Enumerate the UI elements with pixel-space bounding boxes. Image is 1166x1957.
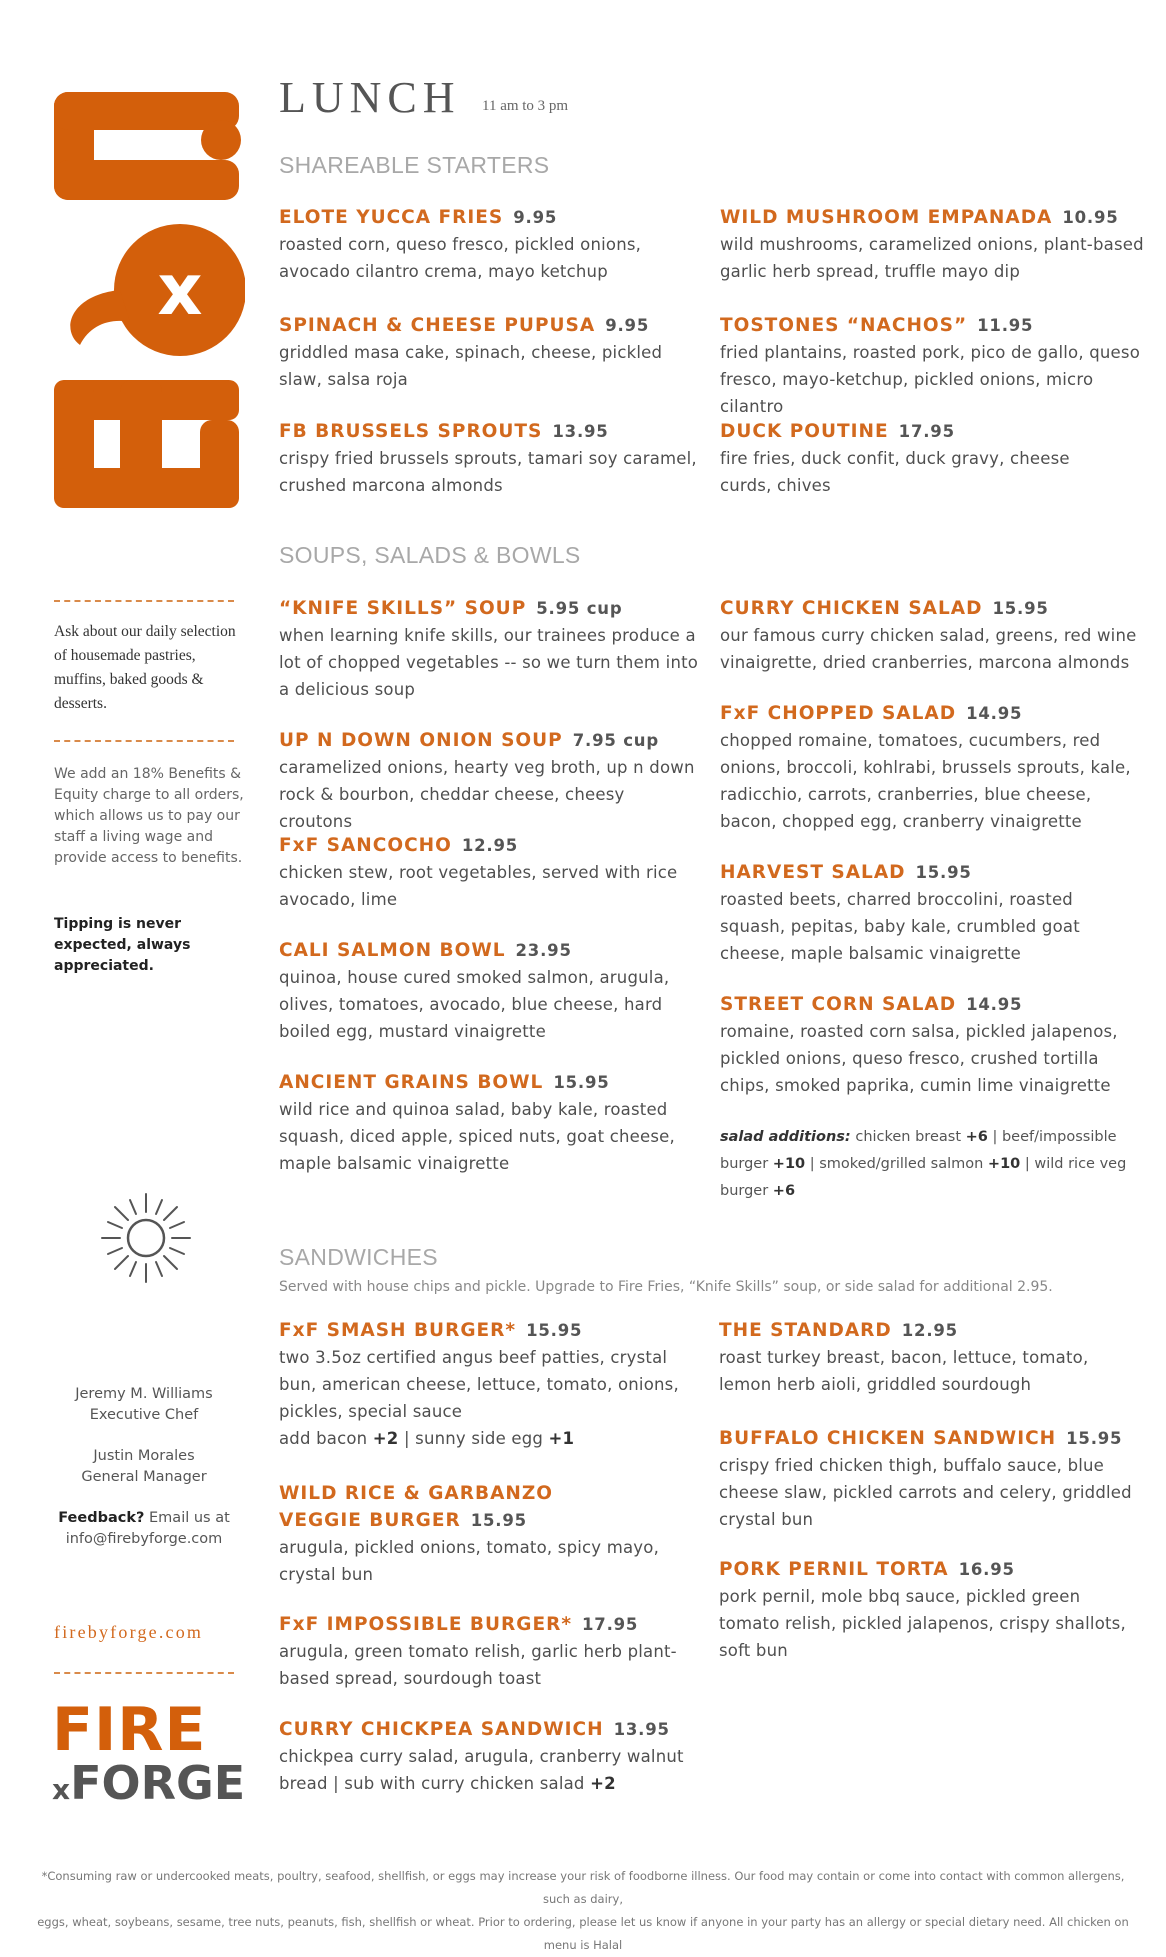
- item-price: 5.95 cup: [536, 599, 623, 618]
- divider: [54, 1672, 234, 1674]
- item-description: pork pernil, mole bbq sauce, pickled green tomato relish, pickled jalapenos, crispy shallots, soft bun: [719, 1587, 1126, 1660]
- sandwiches-note: Served with house chips and pickle. Upgrade to Fire Fries, “Knife Skills” soup, or side salad for additional 2.95.: [279, 1279, 1053, 1295]
- serving-hours: 11 am to 3 pm: [482, 98, 569, 114]
- item-description: roasted corn, queso fresco, pickled onions, avocado cilantro crema, mayo ketchup: [279, 235, 642, 281]
- menu-item: [719, 1317, 1139, 1398]
- item-price: 10.95: [1062, 208, 1119, 227]
- item-price: 15.95: [470, 1511, 527, 1530]
- addon-price: +2: [372, 1429, 399, 1448]
- chef-title: Executive Chef: [89, 1407, 199, 1423]
- benefits-note: We add an 18% Benefits & Equity charge to all orders, which allows us to pay our staff a living wage and provide access to benefits.: [54, 766, 244, 866]
- menu-item: [719, 1556, 1139, 1664]
- item-price: 17.95: [582, 1615, 639, 1634]
- fxf-logo-mark: [50, 90, 245, 510]
- addition-option: | beef/impossible burger: [720, 1129, 1117, 1172]
- item-name: PORK PERNIL TORTA: [719, 1559, 949, 1580]
- menu-item: [279, 1611, 699, 1692]
- addition-option: chicken breast: [855, 1129, 961, 1145]
- item-name: FxF CHOPPED SALAD: [720, 703, 957, 724]
- item-description: chicken stew, root vegetables, served with rice avocado, lime: [279, 863, 678, 909]
- menu-item: [720, 595, 1140, 676]
- item-description: roast turkey breast, bacon, lettuce, tomato, lemon herb aioli, griddled sourdough: [719, 1348, 1089, 1394]
- item-description: roasted beets, charred broccolini, roasted squash, pepitas, baby kale, crumbled goat cheese, maple balsamic vinaigrette: [720, 890, 1080, 963]
- item-price: 9.95: [513, 208, 558, 227]
- menu-item: [720, 418, 1120, 499]
- section-title-soups: SOUPS, SALADS & BOWLS: [279, 542, 581, 568]
- menu-item: [279, 204, 699, 285]
- item-name: FxF SMASH BURGER*: [279, 1320, 517, 1341]
- addon-option: | sunny side egg: [403, 1429, 544, 1448]
- disclaimer-line: eggs, wheat, soybeans, sesame, tree nuts, peanuts, fish, shellfish or wheat. Prior to ordering, please let us know if anyone in your party has an allergy or special dietary need. All chicken on menu is Halal: [37, 1915, 1129, 1952]
- item-name: CURRY CHICKPEA SANDWICH: [279, 1719, 604, 1740]
- item-description: fire fries, duck confit, duck gravy, cheese curds, chives: [720, 449, 1070, 495]
- disclaimer-line: *Consuming raw or undercooked meats, poultry, seafood, shellfish, or eggs may increase your risk of foodborne illness. Our food may contain or come into contact with common allergens, such as dairy,: [41, 1869, 1125, 1906]
- item-description: wild rice and quinoa salad, baby kale, roasted squash, diced apple, spiced nuts, goat cheese, maple balsamic vinaigrette: [279, 1100, 675, 1173]
- logo-x: x: [52, 1773, 71, 1806]
- item-name: STREET CORN SALAD: [720, 994, 957, 1015]
- item-description: crispy fried brussels sprouts, tamari soy caramel, crushed marcona almonds: [279, 449, 697, 495]
- addition-price: +6: [965, 1129, 988, 1145]
- salad-additions: [720, 1124, 1150, 1205]
- addition-price: +10: [987, 1156, 1021, 1172]
- menu-item: [279, 937, 699, 1045]
- item-addons: [279, 1425, 699, 1452]
- menu-item: [279, 312, 699, 393]
- addon-price: +2: [590, 1774, 616, 1793]
- item-price: 9.95: [605, 316, 650, 335]
- item-name: WILD RICE & GARBANZO: [279, 1483, 554, 1504]
- item-name: TOSTONES “NACHOS”: [720, 315, 968, 336]
- divider: [54, 600, 234, 602]
- addition-price: +6: [772, 1183, 796, 1199]
- item-price: 13.95: [613, 1720, 670, 1739]
- item-description: our famous curry chicken salad, greens, red wine vinaigrette, dried cranberries, marcona almonds: [720, 626, 1137, 672]
- feedback-text: Email us at: [149, 1510, 230, 1526]
- item-price: 7.95 cup: [572, 731, 659, 750]
- item-name: WILD MUSHROOM EMPANADA: [720, 207, 1053, 228]
- section-title-starters: SHAREABLE STARTERS: [279, 152, 550, 178]
- item-description: quinoa, house cured smoked salmon, arugula, olives, tomatoes, avocado, blue cheese, hard boiled egg, mustard vinaigrette: [279, 968, 670, 1041]
- chef-name: Jeremy M. Williams: [75, 1386, 213, 1402]
- item-price: 13.95: [552, 422, 609, 441]
- item-description: wild mushrooms, caramelized onions, plant-based garlic herb spread, truffle mayo dip: [720, 235, 1144, 281]
- menu-item: [279, 832, 699, 913]
- section-title-sandwiches: SANDWICHES: [279, 1244, 438, 1270]
- svg-text:x: x: [157, 249, 203, 331]
- tipping-note: Tipping is never expected, always appreciated.: [54, 916, 191, 974]
- gm-title: General Manager: [81, 1469, 207, 1485]
- gm-name: Justin Morales: [93, 1448, 195, 1464]
- item-price: 15.95: [915, 863, 972, 882]
- item-description: arugula, pickled onions, tomato, spicy mayo, crystal bun: [279, 1538, 660, 1584]
- pastries-note: Ask about our daily selection of housemade pastries, muffins, baked goods & desserts.: [54, 623, 236, 712]
- addition-option: | wild rice veg burger: [720, 1156, 1127, 1199]
- item-name: ANCIENT GRAINS BOWL: [279, 1072, 544, 1093]
- item-name: FxF IMPOSSIBLE BURGER*: [279, 1614, 573, 1635]
- item-name: CALI SALMON BOWL: [279, 940, 506, 961]
- item-name: CURRY CHICKEN SALAD: [720, 598, 983, 619]
- item-description: chopped romaine, tomatoes, cucumbers, red onions, broccoli, kohlrabi, brussels sprouts, kale, radicchio, carrots, cranberries, blue cheese, bacon, chopped egg, cranberry vinaigrette: [720, 731, 1131, 831]
- item-price: 15.95: [553, 1073, 610, 1092]
- item-name: ELOTE YUCCA FRIES: [279, 207, 504, 228]
- item-description: chickpea curry salad, arugula, cranberry walnut bread | sub with curry chicken salad: [279, 1747, 684, 1793]
- addon-option: add bacon: [279, 1429, 368, 1448]
- item-description: griddled masa cake, spinach, cheese, pickled slaw, salsa roja: [279, 343, 663, 389]
- item-name: BUFFALO CHICKEN SANDWICH: [719, 1428, 1057, 1449]
- fire-forge-logo: [52, 1695, 252, 1817]
- item-price: 15.95: [1066, 1429, 1123, 1448]
- menu-item: [720, 991, 1150, 1099]
- item-name: UP N DOWN ONION SOUP: [279, 730, 563, 751]
- menu-item: [720, 204, 1150, 285]
- addition-price: +10: [772, 1156, 806, 1172]
- sun-icon: [98, 1190, 194, 1286]
- item-description: arugula, green tomato relish, garlic herb plant-based spread, sourdough toast: [279, 1642, 677, 1688]
- website-link[interactable]: firebyforge.com: [54, 1622, 204, 1642]
- item-name-line2: VEGGIE BURGER: [279, 1510, 461, 1531]
- item-description: romaine, roasted corn salsa, pickled jalapenos, pickled onions, queso fresco, crushed tortilla chips, smoked paprika, cumin lime vinaigrette: [720, 1022, 1118, 1095]
- item-description: two 3.5oz certified angus beef patties, crystal bun, american cheese, lettuce, tomato, onions, pickles, special sauce: [279, 1348, 679, 1421]
- menu-item: [720, 859, 1140, 967]
- staff-info: [44, 1384, 244, 1550]
- feedback-email[interactable]: info@firebyforge.com: [65, 1531, 223, 1547]
- item-price: 14.95: [966, 995, 1023, 1014]
- item-description: crispy fried chicken thigh, buffalo sauce, blue cheese slaw, pickled carrots and celery, griddled crystal bun: [719, 1456, 1132, 1529]
- item-name: DUCK POUTINE: [720, 421, 889, 442]
- item-name: SPINACH & CHEESE PUPUSA: [279, 315, 596, 336]
- item-name: “KNIFE SKILLS” SOUP: [279, 598, 527, 619]
- item-price: 16.95: [958, 1560, 1015, 1579]
- item-price: 12.95: [901, 1321, 958, 1340]
- menu-item: [279, 1069, 699, 1177]
- addition-option: | smoked/grilled salmon: [809, 1156, 984, 1172]
- item-name: FB BRUSSELS SPROUTS: [279, 421, 543, 442]
- item-name: THE STANDARD: [719, 1320, 892, 1341]
- menu-item: [279, 727, 699, 835]
- feedback-label: Feedback?: [58, 1510, 145, 1526]
- menu-item: [279, 1317, 699, 1452]
- item-price: 17.95: [898, 422, 955, 441]
- item-price: 15.95: [526, 1321, 583, 1340]
- divider: [54, 740, 234, 742]
- additions-label: salad additions:: [720, 1129, 851, 1145]
- menu-item: [720, 312, 1150, 420]
- logo-fire: FIRE: [52, 1695, 207, 1765]
- menu-item: [279, 1716, 699, 1797]
- menu-item: [279, 418, 699, 499]
- item-description: caramelized onions, hearty veg broth, up n down rock & bourbon, cheddar cheese, cheesy croutons: [279, 758, 695, 831]
- menu-item: [720, 700, 1140, 835]
- item-price: 14.95: [966, 704, 1023, 723]
- item-price: 11.95: [977, 316, 1034, 335]
- item-name: HARVEST SALAD: [720, 862, 906, 883]
- page-title: LUNCH: [279, 73, 461, 122]
- item-price: 23.95: [515, 941, 572, 960]
- item-price: 15.95: [992, 599, 1049, 618]
- menu-item: [279, 1480, 699, 1588]
- item-name: FxF SANCOCHO: [279, 835, 452, 856]
- item-description: when learning knife skills, our trainees produce a lot of chopped vegetables -- so we turn them into a delicious soup: [279, 626, 699, 699]
- item-price: 12.95: [461, 836, 519, 855]
- logo-forge: FORGE: [70, 1756, 246, 1810]
- addon-price: +1: [548, 1429, 575, 1448]
- menu-item: [279, 595, 699, 703]
- menu-item: [719, 1425, 1139, 1533]
- allergen-disclaimer: [30, 1865, 1136, 1957]
- item-description: fried plantains, roasted pork, pico de gallo, queso fresco, mayo-ketchup, pickled onions, micro cilantro: [720, 343, 1140, 416]
